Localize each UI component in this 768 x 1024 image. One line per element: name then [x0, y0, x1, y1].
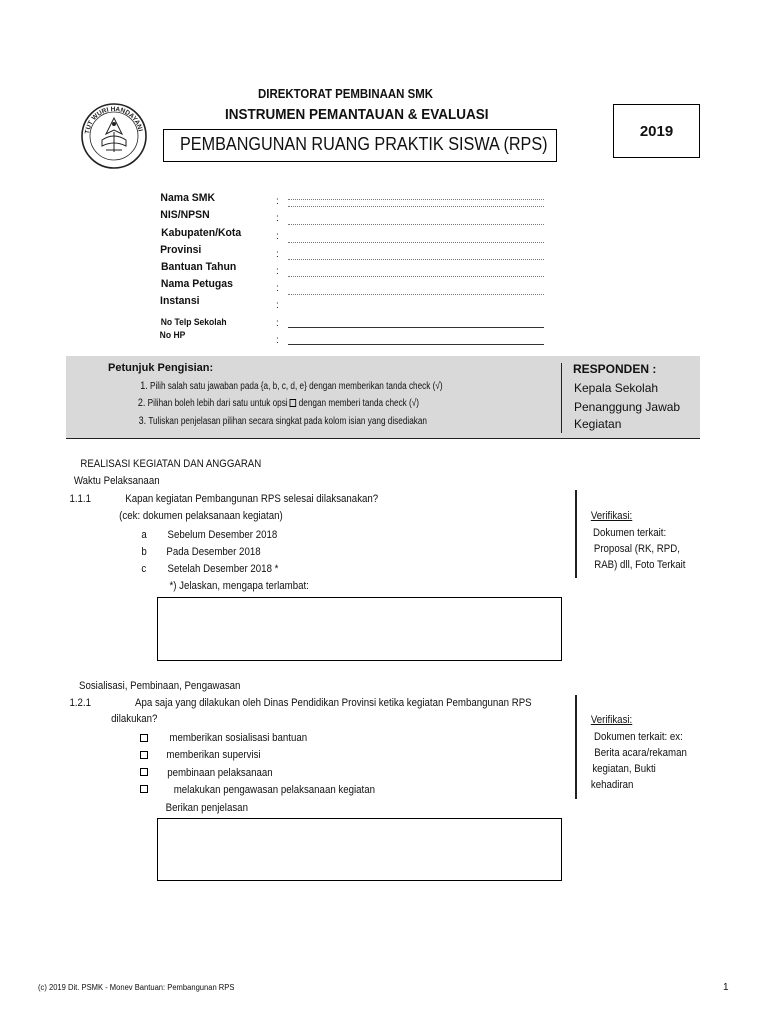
verification-line: kehadiran — [590, 779, 634, 791]
option-text: memberikan sosialisasi bantuan — [169, 732, 308, 744]
verification-line: kegiatan, Bukti — [592, 763, 656, 775]
verification-line: RAB) dll, Foto Terkait — [594, 559, 686, 571]
field-label-instansi: Instansi — [160, 295, 200, 307]
option-letter: a — [141, 529, 147, 541]
respondent-line: Kegiatan — [574, 417, 622, 431]
respondent-heading: RESPONDEN : — [573, 362, 657, 376]
instructions-heading: Petunjuk Pengisian: — [108, 362, 214, 374]
option-text: pembinaan pelaksanaan — [167, 767, 273, 779]
option-text: memberikan supervisi — [166, 749, 261, 761]
option-text[interactable]: Sebelum Desember 2018 — [167, 529, 278, 541]
field-colon: : — [276, 283, 279, 294]
tut-wuri-handayani-logo — [80, 102, 148, 170]
field-colon: : — [276, 300, 279, 311]
instruction-text: Tuliskan penjelasan pilihan secara singkat pada kolom isian yang disediakan — [148, 416, 427, 427]
question-hint: (cek: dokumen pelaksanaan kegiatan) — [119, 510, 283, 522]
verification-line: Dokumen terkait: — [592, 527, 667, 539]
field-line-no-hp[interactable] — [288, 344, 544, 345]
field-colon: : — [276, 335, 279, 346]
instruction-item-1 — [140, 380, 442, 392]
explanation-box[interactable] — [157, 818, 562, 881]
verification-title: Verifikasi: — [590, 510, 633, 522]
verification-title: Verifikasi: — [590, 714, 633, 726]
instruction-item-2 — [138, 397, 419, 409]
question-text: Apa saja yang dilakukan oleh Dinas Pendidikan Provinsi ketika kegiatan Pembangunan RPS — [135, 697, 532, 709]
section-heading: REALISASI KEGIATAN DAN ANGGARAN — [80, 458, 262, 470]
late-explanation-box[interactable] — [157, 597, 562, 661]
instruction-text: dengan memberi tanda check (√) — [298, 398, 420, 409]
respondent-line: Kepala Sekolah — [574, 381, 659, 395]
option-letter: c — [141, 563, 147, 575]
verification-line: Berita acara/rekaman — [594, 747, 687, 759]
field-label-kabupaten-kota: Kabupaten/Kota — [161, 227, 242, 239]
document-title: PEMBANGUNAN RUANG PRAKTIK SISWA (RPS) — [180, 134, 548, 154]
instruction-num: 1. — [140, 380, 148, 392]
field-line-no-telp-sekolah[interactable] — [288, 327, 544, 328]
instruction-num: 2. — [137, 397, 146, 409]
instruction-text: Pilihan boleh lebih dari satu untuk opsi — [147, 398, 288, 409]
field-colon: : — [276, 318, 279, 329]
field-label-no-hp: No HP — [159, 330, 186, 340]
field-label-no-telp-sekolah: No Telp Sekolah — [160, 317, 227, 327]
verification-line: Proposal (RK, RPD, — [593, 543, 680, 555]
instrument-title: INSTRUMEN PEMANTAUAN & EVALUASI — [225, 106, 489, 123]
band-divider — [561, 363, 562, 433]
question-number: 1.2.1 — [69, 697, 92, 709]
option-checkbox[interactable] — [140, 768, 148, 776]
footer-text: (c) 2019 Dit. PSMK - Monev Bantuan: Pembangunan RPS — [38, 983, 235, 992]
field-line-kabupaten-kota[interactable] — [288, 242, 544, 243]
verification-divider — [575, 695, 577, 799]
field-colon: : — [276, 249, 279, 260]
question-text-cont: dilakukan? — [111, 713, 158, 725]
instruction-text: Pilih salah satu jawaban pada {a, b, c, d, e} dengan memberikan tanda check (√) — [150, 381, 443, 392]
field-line-nama-smk[interactable] — [288, 199, 544, 200]
checkbox-icon — [290, 399, 297, 407]
late-explanation-label: *) Jelaskan, mengapa terlambat: — [169, 580, 309, 592]
page-number: 1 — [723, 982, 729, 993]
verification-divider — [575, 490, 577, 578]
respondent-line: Penanggung Jawab — [574, 400, 681, 414]
explanation-label: Berikan penjelasan — [165, 802, 248, 814]
option-letter: b — [141, 546, 147, 558]
question-text: Kapan kegiatan Pembangunan RPS selesai dilaksanakan? — [125, 493, 379, 505]
option-text[interactable]: Pada Desember 2018 — [166, 546, 261, 558]
field-line-bantuan-tahun[interactable] — [288, 276, 544, 277]
option-text: melakukan pengawasan pelaksanaan kegiatan — [173, 784, 376, 796]
field-line-provinsi[interactable] — [288, 259, 544, 260]
field-colon: : — [276, 196, 279, 207]
field-colon: : — [276, 231, 279, 242]
field-line-nama-smk-2[interactable] — [288, 206, 544, 207]
subsection-heading: Waktu Pelaksanaan — [73, 475, 160, 487]
field-colon: : — [276, 266, 279, 277]
field-line-nis-npsn[interactable] — [288, 224, 544, 225]
field-colon: : — [276, 213, 279, 224]
option-checkbox[interactable] — [140, 785, 148, 793]
field-label-provinsi: Provinsi — [160, 244, 202, 256]
field-line-nama-petugas[interactable] — [288, 294, 544, 295]
field-label-nis-npsn: NIS/NPSN — [160, 209, 210, 221]
option-checkbox[interactable] — [140, 751, 148, 759]
instruction-num: 3. — [138, 415, 147, 427]
field-label-nama-smk: Nama SMK — [160, 192, 216, 204]
instruction-item-3 — [139, 415, 427, 427]
question-number: 1.1.1 — [69, 493, 92, 505]
field-label-nama-petugas: Nama Petugas — [160, 278, 233, 290]
subsection-heading: Sosialisasi, Pembinaan, Pengawasan — [79, 680, 241, 692]
field-label-bantuan-tahun: Bantuan Tahun — [160, 261, 237, 273]
option-text[interactable]: Setelah Desember 2018 * — [167, 563, 279, 575]
option-checkbox[interactable] — [140, 734, 148, 742]
svg-text:TUT WURI HANDAYANI: TUT WURI HANDAYANI — [84, 105, 144, 135]
directorate-title: DIREKTORAT PEMBINAAN SMK — [258, 86, 433, 101]
year-box: 2019 — [613, 104, 700, 158]
verification-line: Dokumen terkait: ex: — [594, 731, 683, 743]
